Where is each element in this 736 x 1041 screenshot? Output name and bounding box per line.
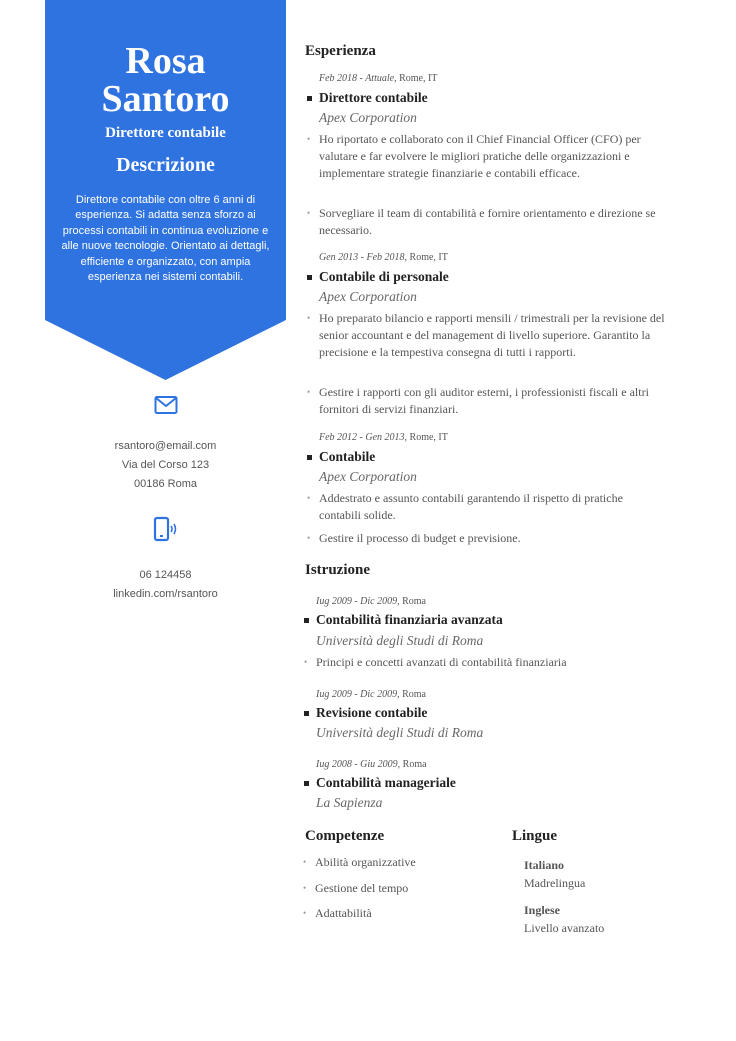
experience-company: Apex Corporation [319,469,417,484]
experience-job-title: Contabile di personale [319,269,449,284]
languages-title: Lingue [512,828,558,844]
experience-bullet: • Gestire i rapporti con gli auditor esterni, i professionisti fiscali e altri fornitori di servizi finanziari. [319,384,679,418]
education-school: La Sapienza [316,795,383,810]
experience-job-title: Contabile [319,449,376,464]
contact-address-line2: 00186 Roma [134,478,197,490]
contact-linkedin[interactable]: linkedin.com/rsantoro [113,588,218,600]
experience-bullet: • Addestrato e assunto contabili garantendo il rispetto di pratiche contabili solide. [319,490,659,524]
contact-address-line1: Via del Corso 123 [121,459,210,471]
language-level: Livello avanzato [524,921,605,935]
education-degree: Contabilità manageriale [316,775,456,790]
experience-job-title: Direttore contabile [319,90,428,105]
experience-date: Feb 2018 - Attuale, Rome, IT [319,73,438,84]
education-school: Università degli Studi di Roma [316,633,484,648]
education-date: Iug 2008 - Giu 2009, Roma [316,759,427,770]
experience-company: Apex Corporation [319,289,417,304]
first-name: Rosa [125,40,206,82]
experience-date: Feb 2012 - Gen 2013, Rome, IT [319,432,448,443]
experience-bullet: • Ho riportato e collaborato con il Chief Financial Officer (CFO) per valutare e far evolvere le migliori pratiche delle organizzazioni e implementare strategie finanziarie e contabili efficace. [319,131,679,182]
last-name: Santoro [101,78,230,120]
skill-item: • Abilità organizzative [315,854,495,871]
experience-title: Esperienza [305,43,376,59]
description-text: Direttore contabile con oltre 6 anni di esperienza. Si adatta senza sforzo ai processi contabili in continua evoluzione e alle nuove tecnologie. Orientato ai dettagli, efficiente e organizzato, con ampia esperienza nei sistemi contabili. [61,194,270,284]
experience-bullet: • Sorvegliare il team di contabilità e fornire orientamento e direzione se necessario. [319,205,679,239]
skill-item: • Adattabilità [315,905,495,922]
experience-bullet: • Gestire il processo di budget e previsione. [319,530,679,547]
candidate-name [45,42,286,118]
skills-title: Competenze [305,828,385,844]
phone-icon [153,516,181,544]
main-content [305,0,705,1041]
contact-email[interactable]: rsantoro@email.com [114,440,217,452]
skill-item: • Gestione del tempo [315,880,495,897]
education-bullet: • Principi e concetti avanzati di contabilità finanziaria [316,654,676,671]
language-name: Italiano [524,858,565,872]
language-level: Madrelingua [524,876,586,890]
contact-phone: 06 124458 [139,569,192,581]
education-school: Università degli Studi di Roma [316,725,484,740]
mail-icon [154,395,178,415]
experience-bullet: • Ho preparato bilancio e rapporti mensili / trimestrali per la revisione del senior accountant e del management di livello superiore. Garantito la precisione e la tempestiva consegna di tutti i rapporti. [319,310,679,361]
education-date: Iug 2009 - Dic 2009, Roma [316,689,426,700]
education-date: Iug 2009 - Dic 2009, Roma [316,596,426,607]
description-title: Descrizione [116,154,215,176]
candidate-role: Direttore contabile [105,125,226,141]
education-degree: Contabilità finanziaria avanzata [316,612,503,627]
experience-company: Apex Corporation [319,110,417,125]
sidebar [45,0,286,1041]
education-title: Istruzione [305,562,370,578]
experience-date: Gen 2013 - Feb 2018, Rome, IT [319,252,448,263]
language-name: Inglese [524,903,560,917]
education-degree: Revisione contabile [316,705,428,720]
